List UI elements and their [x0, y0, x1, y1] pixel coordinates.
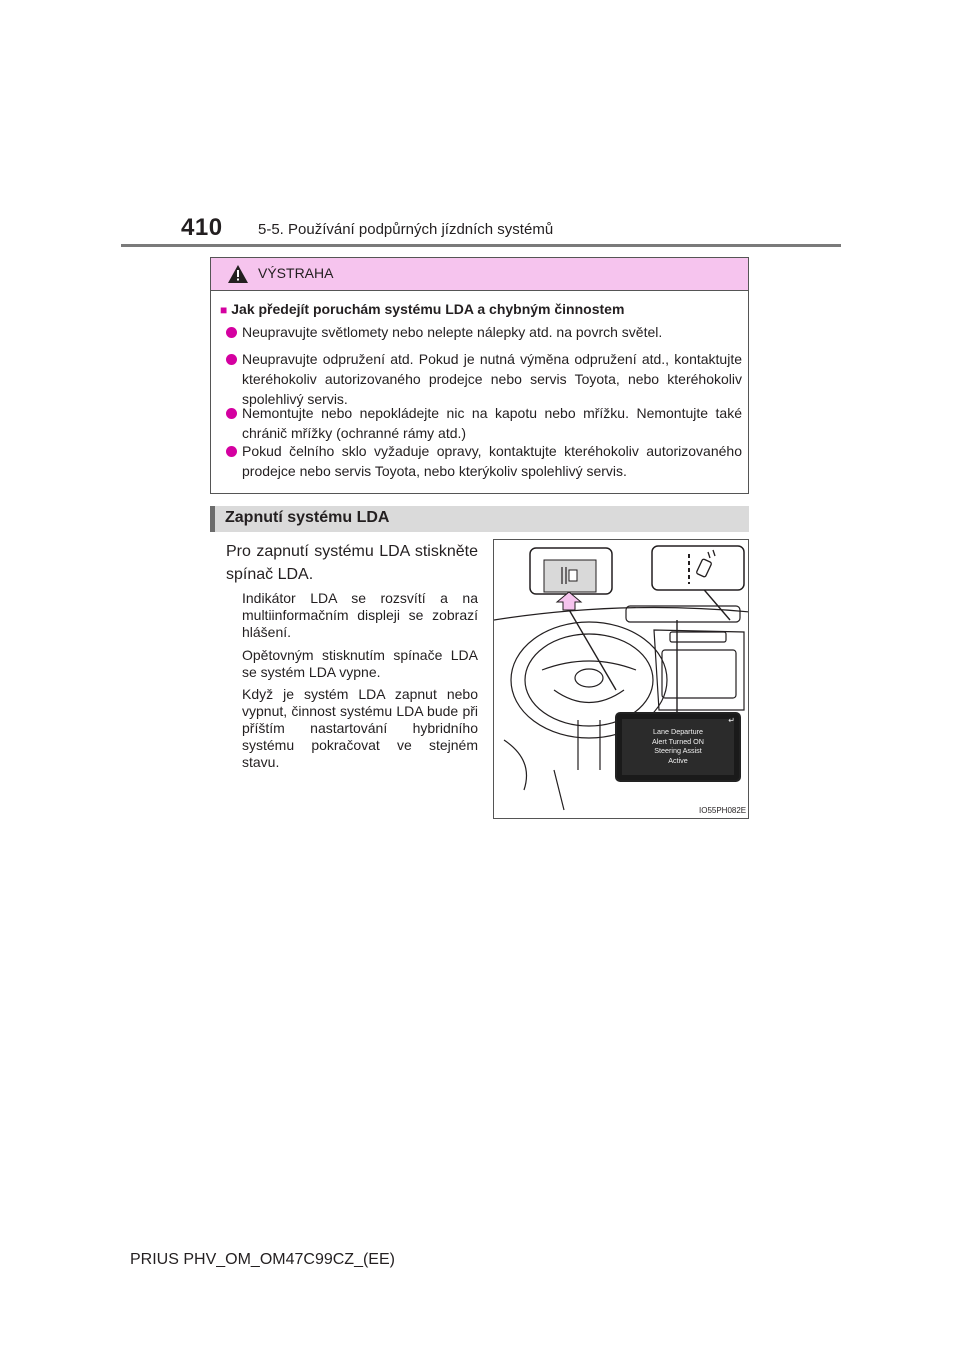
warning-bullet: [226, 349, 746, 409]
warning-bullet: [226, 322, 746, 342]
warning-bullet-text: Neupravujte světlomety nebo nelepte nálepky atd. na povrch světel.: [242, 324, 663, 340]
paragraph: Když je systém LDA zapnut nebo vypnut, činnost systému LDA bude při příštím nastartování hybridního systému pokračovat ve stejném stavu.: [242, 686, 478, 770]
bullet-dot-icon: [226, 354, 237, 365]
page-number: 410: [181, 214, 223, 241]
running-header: 5-5. Používání podpůrných jízdních systémů: [258, 221, 554, 238]
intro-text: Pro zapnutí systému LDA stiskněte spínač LDA.: [226, 543, 478, 583]
multi-information-display: [615, 712, 741, 782]
warning-bullet: [226, 403, 746, 443]
figure-code: IO55PH082E: [699, 806, 747, 815]
bullet-dot-icon: [226, 408, 237, 419]
warning-bullet-text: Nemontujte nebo nepokládejte nic na kapotu nebo mřížku. Nemontujte také chránič mřížky (ochranné rámy atd.): [242, 405, 742, 441]
bullet-dot-icon: [226, 327, 237, 338]
warning-label: VÝSTRAHA: [258, 265, 334, 281]
back-arrow-icon: ↵: [728, 716, 735, 725]
warning-triangle-icon: [228, 265, 248, 288]
warning-header: [211, 258, 748, 291]
header-rule: [121, 244, 841, 247]
footer-doc-id: PRIUS PHV_OM_OM47C99CZ_(EE): [130, 1251, 395, 1268]
bullet-dot-icon: [226, 446, 237, 457]
section-heading: [210, 506, 749, 532]
warning-heading-text: Jak předejít poruchám systému LDA a chybným činnostem: [231, 301, 625, 317]
square-bullet-icon: ■: [220, 303, 228, 317]
paragraph: Indikátor LDA se rozsvítí a na multiinformačním displeji se zobrazí hlášení.: [242, 590, 478, 640]
warning-bullet-text: Neupravujte odpružení atd. Pokud je nutná výměna odpružení atd., kontaktujte kteréhokoliv autorizovaného prodejce nebo servis Toyota, nebo kteréhokoliv spolehlivý servis.: [242, 351, 742, 407]
display-line: Active: [668, 755, 688, 765]
warning-heading: [220, 301, 624, 317]
paragraph: Opětovným stisknutím spínače LDA se systém LDA vypne.: [242, 647, 478, 680]
warning-bullet-text: Pokud čelního sklo vyžaduje opravy, kontaktujte kteréhokoliv autorizovaného prodejce nebo servis Toyota, nebo kterýkoliv spolehlivý servis.: [242, 443, 742, 479]
warning-box: [210, 257, 749, 494]
section-heading-text: Zapnutí systému LDA: [225, 509, 390, 526]
warning-bullet: [226, 441, 746, 481]
display-line: Alert Turned ON: [652, 736, 704, 746]
section-heading-bar: [210, 506, 215, 532]
dashboard-illustration: [493, 539, 749, 819]
display-line: Steering Assist: [654, 746, 702, 755]
display-line: Lane Departure: [653, 727, 703, 736]
display-message: [617, 727, 739, 765]
